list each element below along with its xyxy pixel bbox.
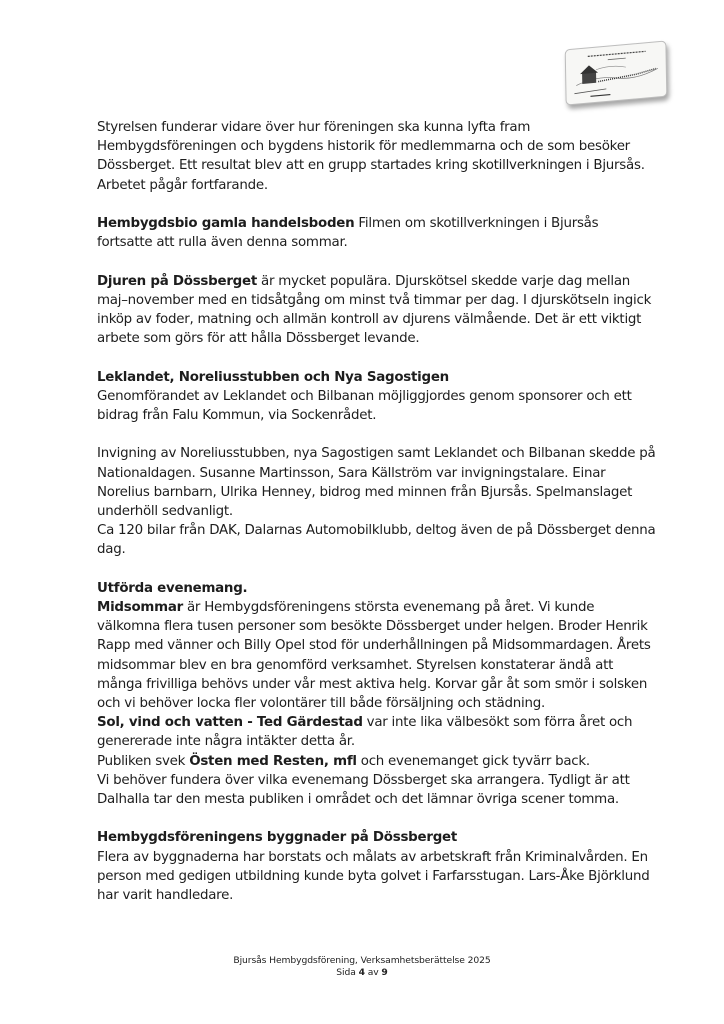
heading-byggnader (97, 828, 657, 847)
paragraph-byggnader: Flera av byggnaderna har borstats och målats av arbetskraft från Kriminalvården. En person med gedigen utbildning kunde byta golvet i Farfarsstugan. Lars-Åke Björklund har varit handledare. (97, 849, 650, 904)
bold-djuren: Djuren på Dössberget (97, 273, 257, 289)
bold-midsommar: Midsommar (97, 600, 183, 615)
text-osten-pre: Publiken svek (97, 753, 190, 769)
page-of: av (364, 967, 382, 978)
paragraph-skotillverkning: Styrelsen funderar vidare över hur föreningen ska kunna lyfta fram Hembygdsföreningen och bygdens historik för medlemmarna och de som besöker Dössberget. Ett resultat blev att en grupp startades kring skotillverkningen i Bjursås. Arbetet pågår fortfarande. (97, 120, 645, 193)
text-osten: och evenemanget gick tyvärr back. (356, 753, 590, 769)
paragraph-leklandet: Genomförandet av Leklandet och Bilbanan möjliggjordes genom sponsorer och ett bidrag från Falu Kommun, via Sockenrådet. (97, 388, 632, 423)
paragraph-midsommar (97, 598, 657, 713)
page-label: Sida (336, 967, 359, 978)
paragraph-invigning: Invigning av Noreliusstubben, nya Sagostigen samt Leklandet och Bilbanan skedde på Nationaldagen. Susanne Martinsson, Sara Källström var invigningstalare. Einar Norelius barnbarn, Ulrika Henney, bidrog med minnen från Bjursås. Spelmanslaget underhöll sedvanligt. (97, 446, 656, 519)
bold-hembygdsbio: Hembygdsbio gamla handelsboden (97, 216, 355, 231)
logo (565, 45, 673, 103)
bold-ted-gardestad: Sol, vind och vatten - Ted Gärdestad (97, 715, 363, 731)
page-total: 9 (381, 967, 388, 978)
page-footer (0, 955, 724, 979)
paragraph-osten (97, 752, 657, 771)
footer-title: Bjursås Hembygdsförening, Verksamhetsberättelse 2025 (233, 955, 491, 966)
text-hembygdsbio: Filmen om skotillverkningen i Bjursås fortsatte att rulla även denna sommar. (97, 216, 599, 251)
logo-card-image (565, 40, 668, 105)
paragraph-dak: Ca 120 bilar från DAK, Dalarnas Automobilklubb, deltog även de på Dössberget denna dag. (97, 523, 656, 558)
paragraph-hembygdsbio (97, 214, 657, 252)
heading-byggnader-text: Hembygdsföreningens byggnader på Dössberget (97, 830, 458, 846)
text-midsommar: är Hembygdsföreningens största evenemang på året. Vi kunde välkomna flera tusen personer som besökte Dössberget under helgen. Broder Henrik Rapp med vänner och Billy Opel stod för underhållningen på Midsommardagen. Årets midsommar blev en bra genomförd verksamhet. Styrelsen konstaterar ändå att många frivilliga behövs under vår mest aktiva helg. Korvar går åt som smör i solsken och vi behöver locka fler volontärer till både försäljning och städning. (97, 600, 651, 712)
text-ted-gardestad: var inte lika välbesökt som förra året och genererade inte några intäkter detta år. (97, 715, 633, 750)
paragraph-dalhalla: Vi behöver fundera över vilka evenemang Dössberget ska arrangera. Tydligt är att Dalhalla tar den mesta publiken i området och det lämnar övriga scener tomma. (97, 772, 630, 808)
heading-leklandet (97, 368, 657, 387)
document-body (97, 118, 657, 905)
paragraph-ted-gardestad (97, 713, 657, 751)
logo-sketch-icon (566, 42, 667, 105)
page-current: 4 (358, 967, 365, 978)
bold-osten: Östen med Resten, mfl (189, 753, 357, 769)
text-djuren: är mycket populära. Djurskötsel skedde varje dag mellan maj–november med en tidsåtgång om minst två timmar per dag. I djurskötseln ingick inköp av foder, matning och allmän kontroll av djurens välmående. Det är ett viktigt arbete som görs för att hålla Dössberget levande. (97, 273, 652, 347)
heading-leklandet-text: Leklandet, Noreliusstubben och Nya Sagostigen (97, 369, 449, 385)
heading-evenemang (97, 579, 657, 598)
paragraph-djuren (97, 272, 657, 349)
heading-evenemang-text: Utförda evenemang. (97, 580, 248, 596)
page-number (0, 967, 724, 979)
